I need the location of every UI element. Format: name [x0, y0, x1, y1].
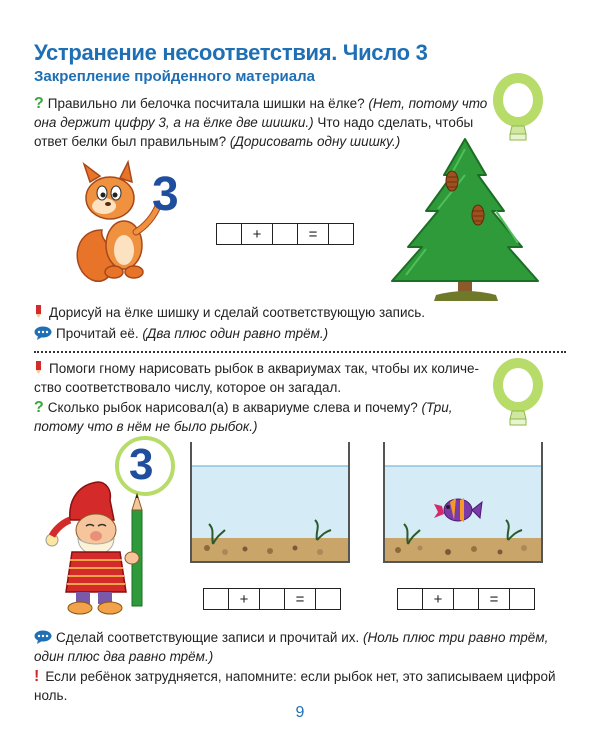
- task-text: Сделай соответствующие записи и прочитай их.: [56, 630, 363, 645]
- task-text: Дорисуй на ёлке шишку и сделай соответствующую запись.: [49, 305, 426, 320]
- aquarium-left: [185, 440, 355, 570]
- answer-text: (Три,: [421, 400, 453, 415]
- equals-sign: =: [285, 588, 316, 610]
- answer-text: (Дорисовать одну шишку.): [229, 134, 401, 149]
- parent-note: [34, 667, 579, 705]
- equation-cell[interactable]: [203, 588, 229, 610]
- aquarium-right: [378, 440, 548, 570]
- answer-text: она держит цифру 3, а на ёлке две шишки.): [34, 115, 314, 130]
- task-draw-cone: [34, 303, 425, 322]
- task-text: Прочитай её.: [56, 326, 143, 341]
- task-read: [34, 324, 328, 343]
- equation-cell[interactable]: [510, 588, 535, 610]
- equals-sign: =: [479, 588, 510, 610]
- task-gnome: [34, 359, 484, 397]
- question-icon: ?: [34, 399, 44, 416]
- equation-cell[interactable]: [260, 588, 285, 610]
- answer-text: потому что в нём не было рыбок.): [34, 419, 258, 434]
- equation-boxes-right[interactable]: [397, 588, 535, 610]
- squirrel-number: 3: [152, 168, 179, 221]
- page-number: 9: [295, 704, 305, 721]
- speech-bubble-icon: [34, 326, 52, 340]
- speech-bubble-icon: [34, 630, 52, 644]
- plus-sign: +: [229, 588, 260, 610]
- answer-text: (Два плюс один равно трём.): [142, 326, 329, 341]
- pencil-icon: [34, 361, 43, 374]
- question-text: Правильно ли белочка посчитала шишки на ёлке?: [47, 96, 369, 111]
- equals-sign: =: [298, 223, 329, 245]
- task-read-records: [34, 628, 574, 666]
- page-subtitle: Закрепление пройденного материала: [34, 68, 315, 85]
- question-icon: ?: [34, 95, 44, 112]
- balloon-icon: [488, 355, 548, 435]
- note-text: ноль.: [34, 688, 68, 703]
- equation-boxes-left[interactable]: [203, 588, 341, 610]
- pencil-icon: [34, 305, 43, 318]
- question-fish: [34, 398, 484, 436]
- page-title: Устранение несоответствия. Число 3: [34, 40, 428, 65]
- answer-text: (Ноль плюс три равно трём,: [362, 630, 549, 645]
- question-text: Сколько рыбок нарисовал(а) в аквариуме слева и почему?: [47, 400, 422, 415]
- gnome-illustration: [40, 480, 160, 615]
- question-text: Что надо сделать, чтобы: [313, 115, 474, 130]
- equation-cell[interactable]: [216, 223, 242, 245]
- task-text: ство соответствовало числу, которое он загадал.: [34, 380, 342, 395]
- equation-cell[interactable]: [397, 588, 423, 610]
- note-text: Если ребёнок затрудняется, напомните: если рыбок нет, это записываем цифрой: [45, 669, 556, 684]
- question-text: ответ белки был правильным?: [34, 134, 230, 149]
- equation-boxes[interactable]: [216, 223, 354, 245]
- exclamation-icon: !: [34, 668, 40, 685]
- answer-text: один плюс два равно трём.): [34, 649, 214, 664]
- plus-sign: +: [423, 588, 454, 610]
- equation-cell[interactable]: [273, 223, 298, 245]
- equation-cell[interactable]: [329, 223, 354, 245]
- answer-text: (Нет, потому что: [368, 96, 488, 111]
- task-text: Помоги гному нарисовать рыбок в аквариумах так, чтобы их количе-: [49, 361, 480, 376]
- gnome-number: 3: [129, 440, 154, 489]
- equation-cell[interactable]: [316, 588, 341, 610]
- equation-cell[interactable]: [454, 588, 479, 610]
- squirrel-illustration: [62, 160, 202, 290]
- plus-sign: +: [242, 223, 273, 245]
- section-divider: [34, 351, 566, 353]
- fir-tree-illustration: [386, 135, 546, 310]
